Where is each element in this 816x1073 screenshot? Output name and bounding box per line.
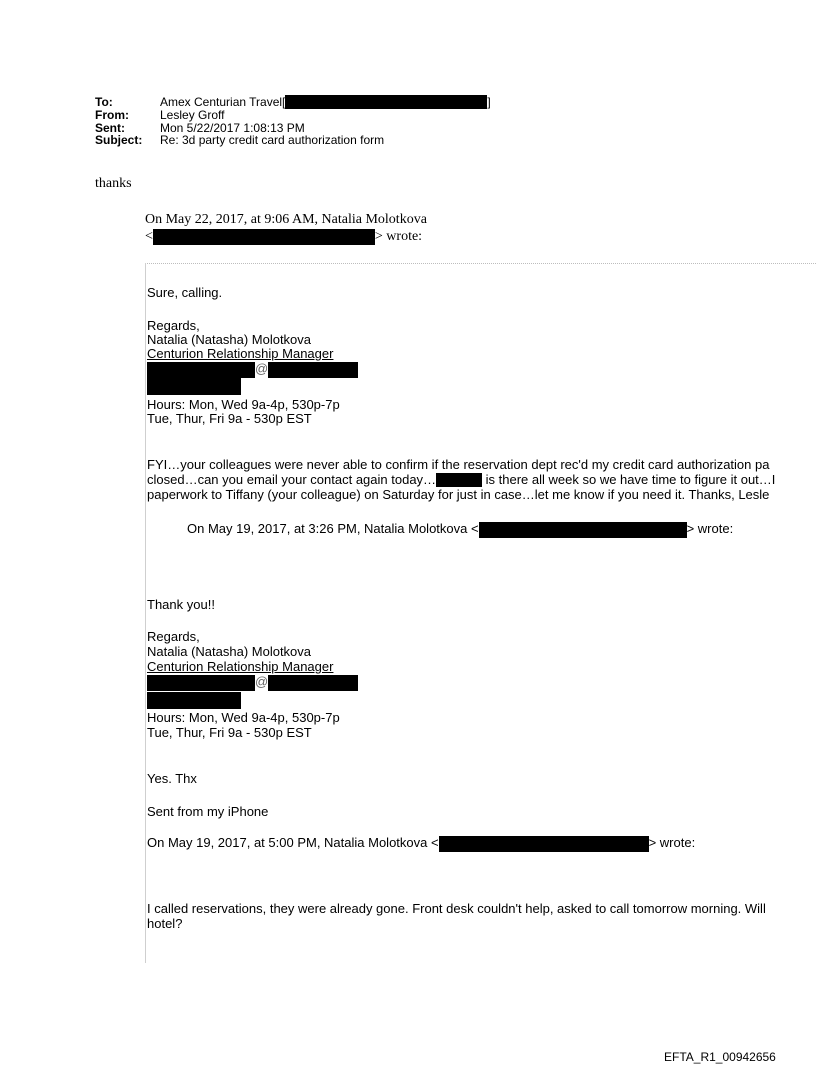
subject-value: Re: 3d party credit card authorization form [160, 133, 385, 147]
msg3-title: Centurion Relationship Manager [147, 659, 334, 674]
redaction-box [479, 522, 687, 538]
reply-text: thanks [95, 176, 132, 191]
redaction-box [285, 95, 487, 109]
msg3-at: @ [255, 674, 269, 689]
quote-left-border [145, 263, 146, 963]
quote1-lt: < [145, 229, 153, 244]
msg5-line1: I called reservations, they were already gone. Front desk couldn't help, asked to call tomorrow morning. Will [147, 901, 766, 916]
msg1-hours2: Tue, Thur, Fri 9a - 530p EST [147, 411, 312, 426]
msg2-line2b: is there all week so we have time to figure it out…I [482, 472, 776, 487]
msg3-regards: Regards, [147, 629, 200, 644]
msg1-name: Natalia (Natasha) Molotkova [147, 332, 312, 347]
from-row [95, 109, 491, 122]
redaction-box [268, 362, 358, 378]
quote3-suffix: > wrote: [648, 835, 696, 850]
subject-label: Subject: [95, 133, 143, 147]
msg2-line2a: closed…can you email your contact again today… [147, 472, 437, 487]
to-value: Amex Centurian Travel[ [160, 95, 286, 109]
msg3-name: Natalia (Natasha) Molotkova [147, 644, 312, 659]
quote1-attribution: On May 22, 2017, at 9:06 AM, Natalia Molotkova [145, 212, 427, 227]
msg4-body: Yes. Thx [147, 771, 197, 786]
redaction-box [147, 362, 255, 378]
redaction-box [147, 675, 255, 691]
from-label: From: [95, 108, 129, 122]
sent-value: Mon 5/22/2017 1:08:13 PM [160, 120, 305, 135]
quote2-suffix: > wrote: [686, 521, 734, 536]
msg1-title: Centurion Relationship Manager [147, 346, 334, 361]
quote-top-border [145, 263, 816, 264]
redaction-box [436, 473, 482, 487]
redaction-box [147, 692, 241, 709]
msg3-hours2: Tue, Thur, Fri 9a - 530p EST [147, 725, 312, 740]
bates-number: EFTA_R1_00942656 [664, 1050, 776, 1064]
to-close-bracket: ] [487, 95, 491, 109]
quote3-attribution [147, 836, 695, 852]
email-header [95, 96, 491, 147]
quote3-prefix: On May 19, 2017, at 5:00 PM, Natalia Molotkova < [147, 835, 439, 850]
msg2-line3: paperwork to Tiffany (your colleague) on Saturday for just in case…let me know if you need it. Thanks, Lesle [147, 487, 770, 502]
sent-label: Sent: [95, 120, 125, 135]
msg3-hours1: Hours: Mon, Wed 9a-4p, 530p-7p [147, 710, 340, 725]
redaction-box [268, 675, 358, 691]
from-value: Lesley Groff [160, 108, 225, 122]
msg2-line2 [147, 473, 775, 487]
quote2-prefix: On May 19, 2017, at 3:26 PM, Natalia Molotkova < [187, 521, 479, 536]
quote2-attribution [187, 522, 733, 538]
quote1-attribution-line2 [145, 229, 422, 245]
msg1-body: Sure, calling. [147, 285, 223, 300]
msg1-email [147, 362, 358, 378]
msg1-hours1: Hours: Mon, Wed 9a-4p, 530p-7p [147, 397, 340, 412]
redaction-box [439, 836, 649, 852]
msg4-sent-from: Sent from my iPhone [147, 804, 269, 819]
msg1-at: @ [255, 361, 269, 376]
redaction-box [153, 229, 375, 245]
msg2-line1: FYI…your colleagues were never able to confirm if the reservation dept rec'd my credit card authorization pa [147, 457, 770, 472]
msg5-line2: hotel? [147, 916, 183, 931]
subject-row [95, 134, 491, 147]
msg1-regards: Regards, [147, 318, 200, 333]
redaction-box [147, 378, 241, 395]
msg3-body: Thank you!! [147, 597, 215, 612]
to-row [95, 96, 491, 109]
msg3-email [147, 675, 358, 691]
quote1-wrote: > wrote: [374, 229, 423, 244]
to-label: To: [95, 95, 113, 109]
